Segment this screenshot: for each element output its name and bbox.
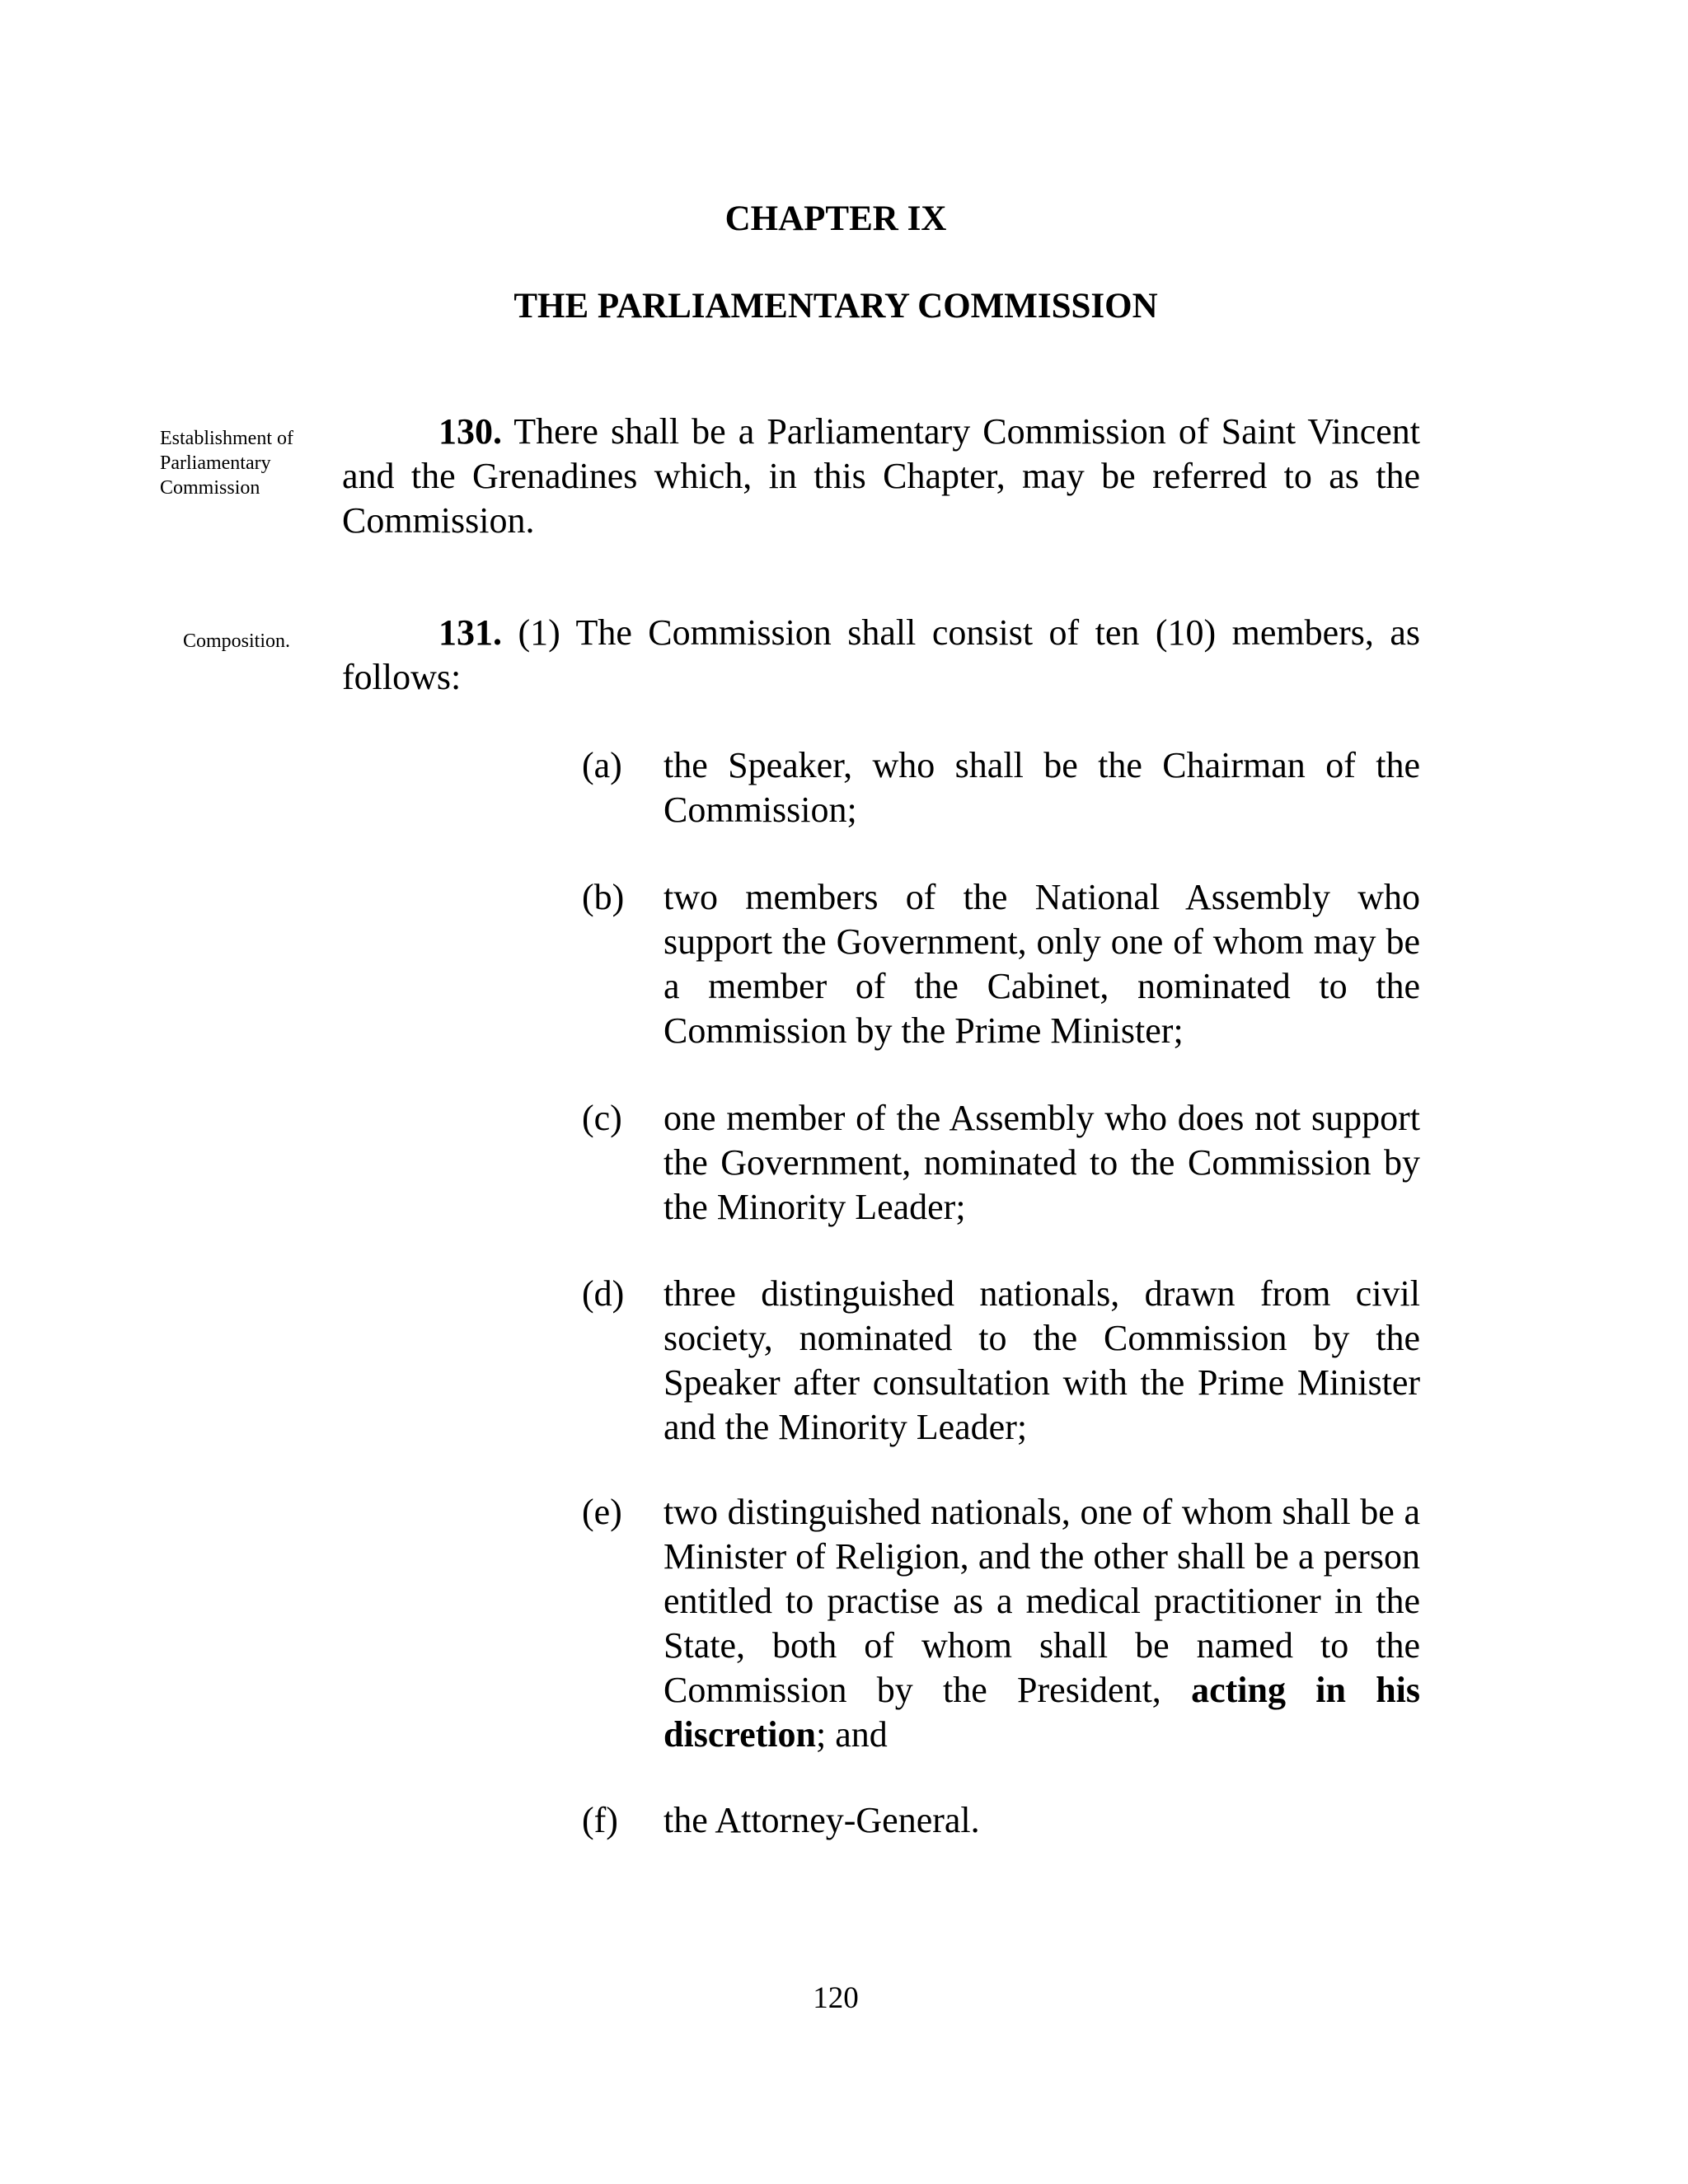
paragraph-label-d: (d) [582,1273,625,1314]
margin-note-composition: Composition. [183,630,291,652]
section-131-text: (1) The Commission shall consist of ten (10) members, as follows: [342,612,1420,697]
paragraph-label-c: (c) [582,1098,622,1138]
chapter-title: CHAPTER IX [724,199,947,238]
chapter-subtitle: THE PARLIAMENTARY COMMISSION [513,287,1158,326]
paragraph-text-e-tail: ; and [815,1714,888,1755]
paragraph-label-e: (e) [582,1492,622,1532]
paragraph-text-e-emphasis: acting in his discretion [663,1670,1421,1755]
section-number-130: 130. [438,411,502,452]
margin-note-establishment: Establishment of Parliamentary Commission [160,428,293,499]
page-number: 120 [813,1981,859,2015]
paragraph-label-f: (f) [582,1800,618,1840]
paragraph-text-c: one member of the Assembly who does not support the Government, nominated to the Commission by the Minority Leader; [663,1098,1420,1227]
paragraph-text-e [663,1490,1420,1757]
paragraph-text-f: the Attorney-General. [663,1800,980,1840]
paragraph-label-a: (a) [582,745,622,785]
section-number-131: 131. [438,612,502,653]
paragraph-label-b: (b) [582,877,625,917]
section-131 [342,611,1420,700]
section-130-text: There shall be a Parliamentary Commission of Saint Vincent and the Grenadines which, in this Chapter, may be referred to as the Commission. [342,411,1420,541]
section-130 [342,410,1420,543]
paragraph-text-e-main: two distinguished nationals, one of whom shall be a Minister of Religion, and the other shall be a person entitled to practise as a medical practitioner in the State, both of whom shall be named to the Commission by the President, [663,1492,1420,1710]
paragraph-text-a: the Speaker, who shall be the Chairman of the Commission; [663,745,1420,830]
paragraph-text-d: three distinguished nationals, drawn from civil society, nominated to the Commission by the Speaker after consultation with the Prime Minister and the Minority Leader; [663,1273,1420,1447]
paragraph-text-b: two members of the National Assembly who support the Government, only one of whom may be a member of the Cabinet, nominated to the Commission by the Prime Minister; [663,877,1420,1051]
